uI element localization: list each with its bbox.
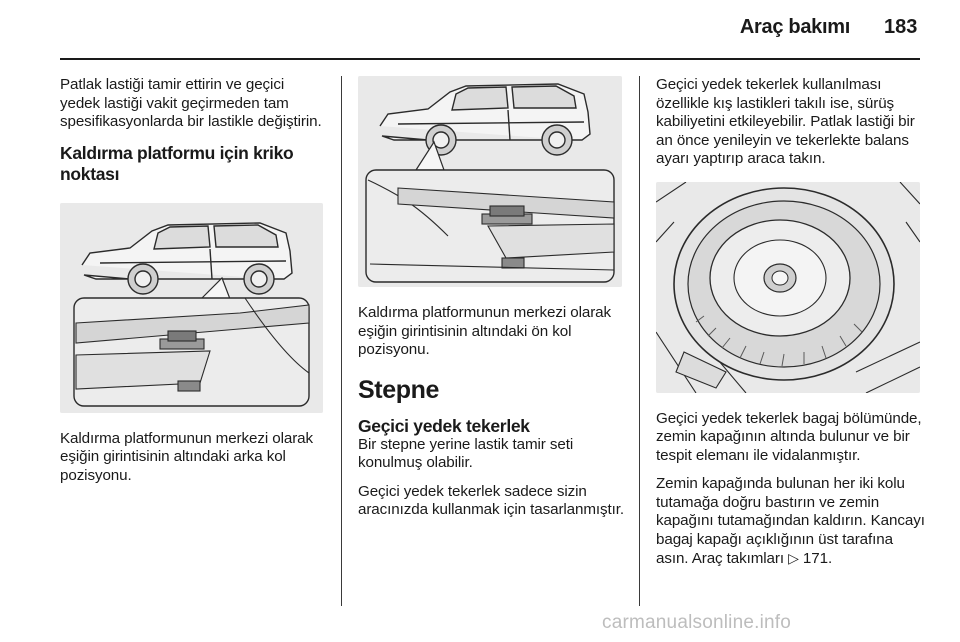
page-reference-number: 171. xyxy=(802,550,833,567)
location-paragraph: Geçici yedek tekerlek bagaj bölümünde, zemin kapağının altında bulunur ve bir tespit elemanı ile vidalanmıştır. xyxy=(656,409,922,464)
usage-paragraph: Geçici yedek tekerlek kullanılması özellikle kış lastikleri takılı ise, sürüş kabiliyetini etkileyebilir. Patlak lastiği bir an önce yenileyin ve tekerlekte balans ayarı yaptırıp araca takın. xyxy=(656,76,915,167)
watermark: carmanualsonline.info xyxy=(602,612,792,633)
rear-arm-caption: Kaldırma platformunun merkezi olarak eşiğin girintisinin altındaki arka kol pozisyonu. xyxy=(60,429,314,484)
removal-paragraph xyxy=(656,475,926,569)
header-title: Araç bakımı xyxy=(739,16,850,38)
spare-paragraph-2: Geçici yedek tekerlek sadece sizin aracınızda kullanmak için tasarlanmıştır. xyxy=(358,482,625,518)
spare-wheel-figure xyxy=(656,182,920,393)
section-title: Stepne xyxy=(358,375,439,404)
front-arm-lift-figure xyxy=(358,76,622,287)
rear-arm-lift-illustration xyxy=(60,203,323,413)
temporary-spare-heading: Geçici yedek tekerlek xyxy=(358,415,530,436)
removal-text: Zemin kapağında bulunan her iki kolu tutamağa doğru bastırın ve zemin kapağını tutamağından kaldırın. Kancayı bagaj kapağı açıklığının üst tarafına asın. Araç takımları xyxy=(656,475,925,567)
column-3 xyxy=(656,76,926,579)
intro-paragraph: Patlak lastiği tamir ettirin ve geçici yedek lastiği vakit geçirmeden tam spesifikasyonlarda bir lastikle değiştirin. xyxy=(60,76,322,130)
front-arm-caption: Kaldırma platformunun merkezi olarak eşiğin girintisinin altındaki ön kol pozisyonu. xyxy=(358,304,612,358)
front-arm-lift-illustration xyxy=(358,76,622,287)
spare-wheel-illustration xyxy=(656,182,920,393)
jack-point-heading: Kaldırma platformu için kriko noktası xyxy=(60,142,294,184)
column-divider-1 xyxy=(341,76,342,606)
page-number: 183 xyxy=(884,16,918,38)
page-reference-icon: ▷ xyxy=(788,550,799,566)
header-rule xyxy=(60,58,920,60)
column-2 xyxy=(358,76,626,530)
rear-arm-lift-figure xyxy=(60,203,323,413)
column-1 xyxy=(60,76,328,495)
spare-paragraph-1: Bir stepne yerine lastik tamir seti konulmuş olabilir. xyxy=(358,435,574,471)
column-divider-2 xyxy=(639,76,640,606)
